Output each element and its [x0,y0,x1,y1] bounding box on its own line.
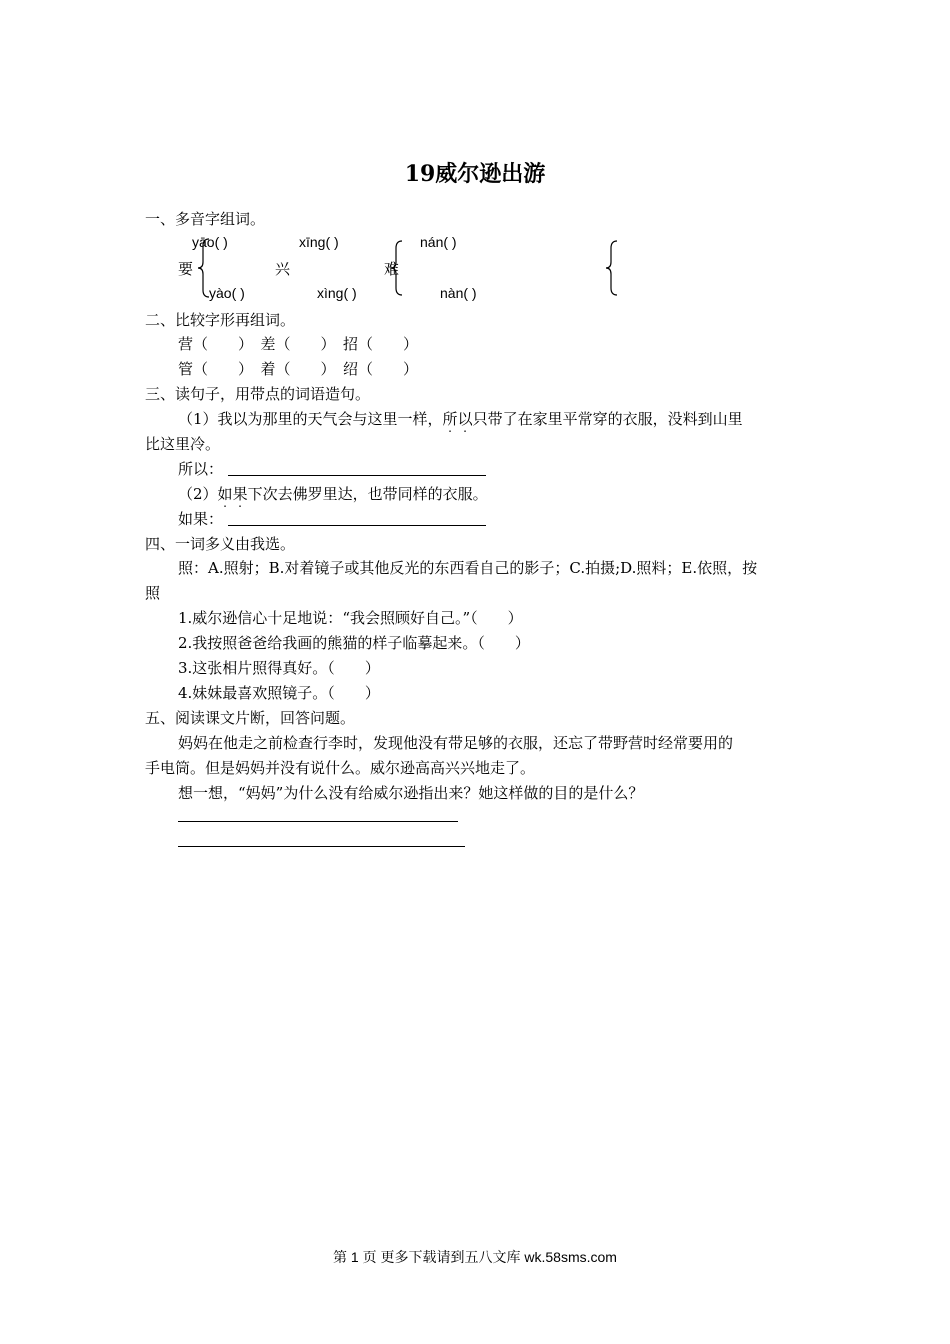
char-xing: 兴 [275,260,291,278]
definition-cont: 照 [145,584,161,602]
answer-2-label: 如果： [178,510,224,528]
choice-item-4: 4.妹妹最喜欢照镜子。（ ） [178,684,380,702]
dotted-char: 所 [442,410,458,428]
sentence-2-part-b: 下次去佛罗里达，也带同样的衣服。 [247,485,488,503]
sentence-1-cont: 比这里冷。 [145,435,221,453]
section-3-heading: 三、读句子，用带点的词语造句。 [145,385,371,403]
section-5-heading: 五、阅读课文片断，回答问题。 [145,709,356,727]
brace-extra [605,240,619,296]
dotted-char: 如 [217,485,233,503]
pinyin-yao-bottom: yào( ) [209,285,245,301]
page-footer: 第 1 页 更多下载请到五八文库 wk.58sms.com [333,1249,617,1265]
definition-line: 照：A.照射；B.对着镜子或其他反光的东西看自己的影子；C.拍摄;D.照料；E.依照，按 [178,559,758,577]
section-2-heading: 二、比较字形再组词。 [145,311,296,329]
answer-1-line[interactable] [228,475,486,476]
answer-line-2[interactable] [178,846,465,847]
dotted-char: 果 [232,485,248,503]
section-1-heading: 一、多音字组词。 [145,210,266,228]
answer-1-label: 所以： [178,460,224,478]
passage-line-2: 手电筒。但是妈妈并没有说什么。威尔逊高高兴兴地走了。 [145,759,536,777]
pinyin-xing-bottom: xìng( ) [317,285,357,301]
pinyin-nan-top: nán( ) [420,234,457,250]
answer-2-line[interactable] [228,525,486,526]
choice-item-3: 3.这张相片照得真好。（ ） [178,659,380,677]
char-nan: 难 [384,260,400,278]
compare-row-1: 营（ ） 差（ ） 招（ ） [178,335,419,353]
sentence-2 [178,484,488,504]
choice-item-1: 1.威尔逊信心十足地说：“我会照顾好自己。”（ ） [178,609,523,627]
pinyin-nan-bottom: nàn( ) [440,285,477,301]
compare-row-2: 管（ ） 着（ ） 绍（ ） [178,360,419,378]
pinyin-xing-top: xīng( ) [299,234,339,250]
dotted-char: 以 [457,410,473,428]
sentence-1-part-a: （1）我以为那里的天气会与这里一样， [178,410,443,428]
answer-line-1[interactable] [178,821,458,822]
question-text: 想一想，“妈妈”为什么没有给威尔逊指出来？她这样做的目的是什么？ [178,784,644,802]
brace-yao [197,238,211,298]
choice-item-2: 2.我按照爸爸给我画的熊猫的样子临摹起来。（ ） [178,634,530,652]
section-4-heading: 四、一词多义由我选。 [145,535,296,553]
pinyin-yao-top: yāo( ) [192,234,228,250]
page-title: 19威尔逊出游 [404,161,546,187]
sentence-1-part-b: 只带了在家里平常穿的衣服，没料到山里 [472,410,743,428]
passage-line-1: 妈妈在他走之前检查行李时，发现他没有带足够的衣服，还忘了带野营时经常要用的 [178,734,734,752]
brace-nan [390,240,404,296]
sentence-1 [178,409,743,429]
sentence-2-part-a: （2） [178,485,218,503]
char-yao: 要 [178,260,194,278]
